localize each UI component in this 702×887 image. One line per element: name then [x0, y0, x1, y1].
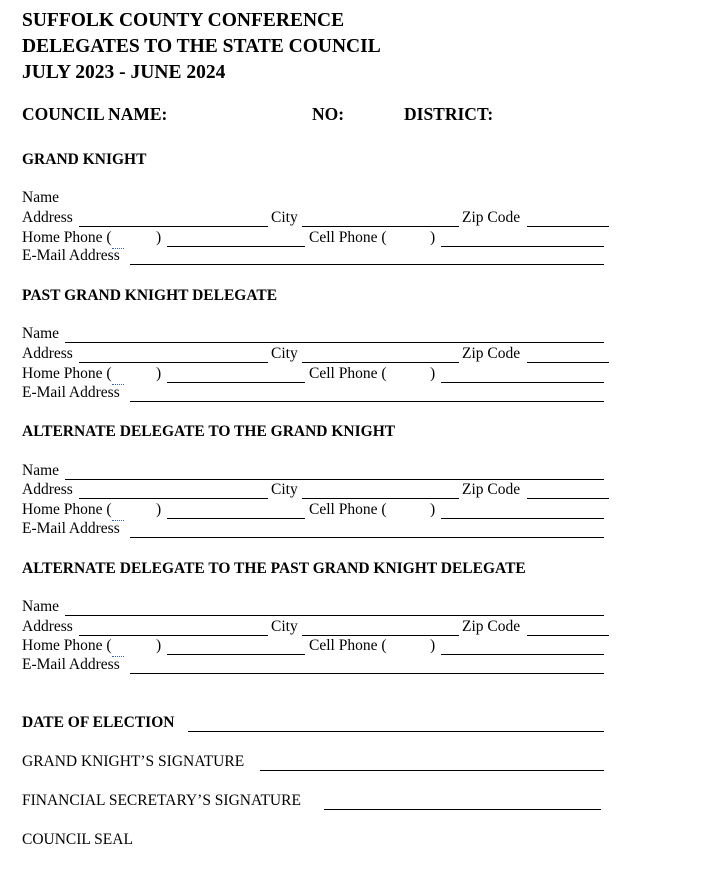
email-row: [22, 520, 622, 539]
address-field[interactable]: [79, 362, 268, 363]
email-label: E-Mail Address: [22, 656, 120, 673]
zip-field[interactable]: [527, 226, 609, 227]
date-of-election-field[interactable]: [188, 731, 604, 732]
grand-knight-signature-field[interactable]: [260, 770, 604, 771]
address-field[interactable]: [79, 635, 268, 636]
city-label: City: [271, 618, 298, 635]
home-phone-label: Home Phone (: [22, 229, 112, 246]
address-field[interactable]: [79, 226, 268, 227]
section-heading-alternate-past-grand-knight: ALTERNATE DELEGATE TO THE PAST GRAND KNIGHT DELEGATE: [22, 560, 526, 577]
council-seal-row: [22, 831, 622, 851]
home-phone-field[interactable]: [167, 518, 305, 519]
email-field[interactable]: [130, 673, 604, 674]
zip-field[interactable]: [527, 362, 609, 363]
city-field[interactable]: [302, 498, 459, 499]
council-name-label: COUNCIL NAME:: [22, 104, 168, 124]
city-field[interactable]: [302, 362, 459, 363]
home-phone-close-paren: ): [156, 229, 162, 246]
name-label: Name: [22, 189, 60, 206]
cell-phone-field[interactable]: [441, 518, 604, 519]
email-row: [22, 656, 622, 675]
address-row: [22, 345, 622, 364]
cell-phone-label: Cell Phone (: [309, 229, 387, 246]
council-number-label: NO:: [312, 104, 345, 124]
address-label: Address: [22, 618, 73, 635]
cell-phone-close-paren: ): [430, 501, 436, 518]
email-field[interactable]: [130, 537, 604, 538]
name-field[interactable]: [65, 479, 604, 480]
email-label: E-Mail Address: [22, 247, 120, 264]
cell-phone-close-paren: ): [430, 229, 436, 246]
grand-knight-signature-row: [22, 753, 622, 773]
name-field[interactable]: [65, 342, 604, 343]
section-heading-grand-knight: GRAND KNIGHT: [22, 151, 147, 168]
home-phone-label: Home Phone (: [22, 501, 112, 518]
grand-knight-signature-label: GRAND KNIGHT’S SIGNATURE: [22, 753, 245, 770]
council-seal-label: COUNCIL SEAL: [22, 831, 133, 848]
home-phone-field[interactable]: [167, 382, 305, 383]
city-field[interactable]: [302, 635, 459, 636]
address-field[interactable]: [79, 498, 268, 499]
email-label: E-Mail Address: [22, 384, 120, 401]
address-label: Address: [22, 481, 73, 498]
email-row: [22, 247, 622, 266]
financial-secretary-signature-row: [22, 792, 622, 812]
title-line-3: JULY 2023 - JUNE 2024: [22, 62, 226, 83]
home-phone-close-paren: ): [156, 637, 162, 654]
title-line-1: SUFFOLK COUNTY CONFERENCE: [22, 10, 345, 31]
phone-row: [22, 637, 622, 656]
cell-phone-field[interactable]: [441, 382, 604, 383]
name-label: Name: [22, 598, 60, 615]
home-phone-label: Home Phone (: [22, 365, 112, 382]
financial-secretary-signature-field[interactable]: [324, 809, 601, 810]
cell-phone-label: Cell Phone (: [309, 365, 387, 382]
zip-field[interactable]: [527, 635, 609, 636]
city-label: City: [271, 345, 298, 362]
zip-label: Zip Code: [462, 345, 521, 362]
email-label: E-Mail Address: [22, 520, 120, 537]
name-label: Name: [22, 325, 60, 342]
zip-label: Zip Code: [462, 209, 521, 226]
home-phone-close-paren: ): [156, 501, 162, 518]
home-phone-label: Home Phone (: [22, 637, 112, 654]
cell-phone-close-paren: ): [430, 637, 436, 654]
email-field[interactable]: [130, 401, 604, 402]
council-info-row: [22, 104, 622, 128]
zip-label: Zip Code: [462, 618, 521, 635]
city-field[interactable]: [302, 226, 459, 227]
address-label: Address: [22, 209, 73, 226]
phone-row: [22, 501, 622, 520]
home-phone-field[interactable]: [167, 654, 305, 655]
name-label: Name: [22, 462, 60, 479]
name-field[interactable]: [65, 615, 604, 616]
title-line-2: DELEGATES TO THE STATE COUNCIL: [22, 36, 381, 57]
cell-phone-field[interactable]: [441, 654, 604, 655]
name-row: [22, 598, 622, 617]
phone-row: [22, 229, 622, 248]
date-of-election-row: [22, 714, 622, 734]
email-row: [22, 384, 622, 403]
email-field[interactable]: [130, 264, 604, 265]
section-heading-past-grand-knight: PAST GRAND KNIGHT DELEGATE: [22, 287, 278, 304]
address-label: Address: [22, 345, 73, 362]
name-row: [22, 189, 622, 208]
district-label: DISTRICT:: [404, 104, 494, 124]
date-of-election-label: DATE OF ELECTION: [22, 714, 175, 731]
city-label: City: [271, 209, 298, 226]
financial-secretary-signature-label: FINANCIAL SECRETARY’S SIGNATURE: [22, 792, 301, 809]
zip-field[interactable]: [527, 498, 609, 499]
city-label: City: [271, 481, 298, 498]
address-row: [22, 618, 622, 637]
phone-row: [22, 365, 622, 384]
name-row: [22, 325, 622, 344]
section-heading-alternate-grand-knight: ALTERNATE DELEGATE TO THE GRAND KNIGHT: [22, 423, 396, 440]
zip-label: Zip Code: [462, 481, 521, 498]
address-row: [22, 209, 622, 228]
cell-phone-label: Cell Phone (: [309, 501, 387, 518]
home-phone-close-paren: ): [156, 365, 162, 382]
form-title: [22, 8, 381, 86]
cell-phone-close-paren: ): [430, 365, 436, 382]
name-row: [22, 462, 622, 481]
address-row: [22, 481, 622, 500]
cell-phone-label: Cell Phone (: [309, 637, 387, 654]
